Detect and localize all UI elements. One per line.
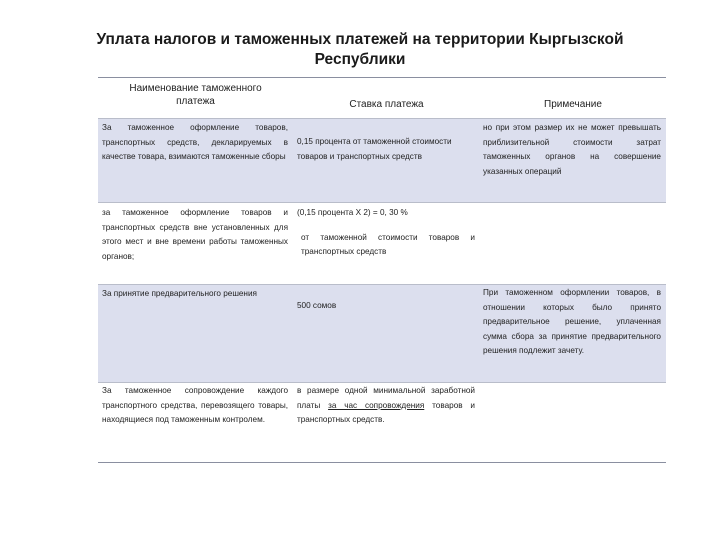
header-payment-name-line1: Наименование таможенного bbox=[129, 83, 262, 94]
row-4-name: За таможенное сопровождение каждого транспортного средства, перевозящего товары, находящиеся под таможенным контролем. bbox=[102, 386, 288, 424]
customs-payments-table bbox=[98, 77, 666, 465]
row-4-rate-text-1: в размере одной минимальной заработной платы bbox=[297, 386, 475, 410]
row-3-rate: 500 сомов bbox=[297, 301, 337, 310]
row-4-rate-text-2: товаров и транспортных средств. bbox=[297, 400, 475, 424]
row-3-note: При таможенном оформлении товаров, в отношении которых было принято предварительное решение, уплаченная сумма сбора за принятие предварительного решения подлежит зачету. bbox=[483, 288, 661, 355]
page-title bbox=[60, 30, 660, 70]
title-line-1: Уплата налогов и таможенных платежей на территории Кыргызской bbox=[96, 31, 624, 48]
row-2-rate bbox=[297, 206, 475, 260]
table-row bbox=[98, 284, 666, 382]
table-header bbox=[98, 77, 666, 118]
row-4-rate bbox=[297, 384, 475, 428]
title-line-2: Республики bbox=[314, 51, 406, 68]
table-row bbox=[98, 382, 666, 465]
header-note: Примечание bbox=[544, 99, 602, 110]
header-payment-name bbox=[98, 82, 293, 108]
row-3-name: За принятие предварительного решения bbox=[102, 289, 257, 298]
header-payment-name-line2: платежа bbox=[176, 96, 215, 107]
header-rate: Ставка платежа bbox=[349, 99, 424, 110]
row-4-rate-underlined: за час сопровождения bbox=[328, 400, 425, 410]
table-bottom-border bbox=[98, 462, 666, 463]
table-row bbox=[98, 118, 666, 202]
row-2-name: за таможенное оформление товаров и транспортных средств вне установленных для этого мест и вне времени работы таможенных органов; bbox=[102, 208, 288, 261]
row-1-name: За таможенное оформление товаров, транспортных средств, декларируемых в качестве товара, взимаются таможенные сборы bbox=[102, 123, 288, 161]
row-1-note: но при этом размер их не может превышать приблизительной стоимости затрат таможенных органов на совершение указанных операций bbox=[483, 123, 661, 176]
row-2-rate-formula: (0,15 процента Х 2) = 0, 30 % bbox=[297, 208, 408, 217]
table-row bbox=[98, 202, 666, 284]
row-2-rate-base: от таможенной стоимости товаров и транспортных средств bbox=[301, 232, 475, 256]
row-1-rate: 0,15 процента от таможенной стоимости товаров и транспортных средств bbox=[297, 137, 452, 161]
